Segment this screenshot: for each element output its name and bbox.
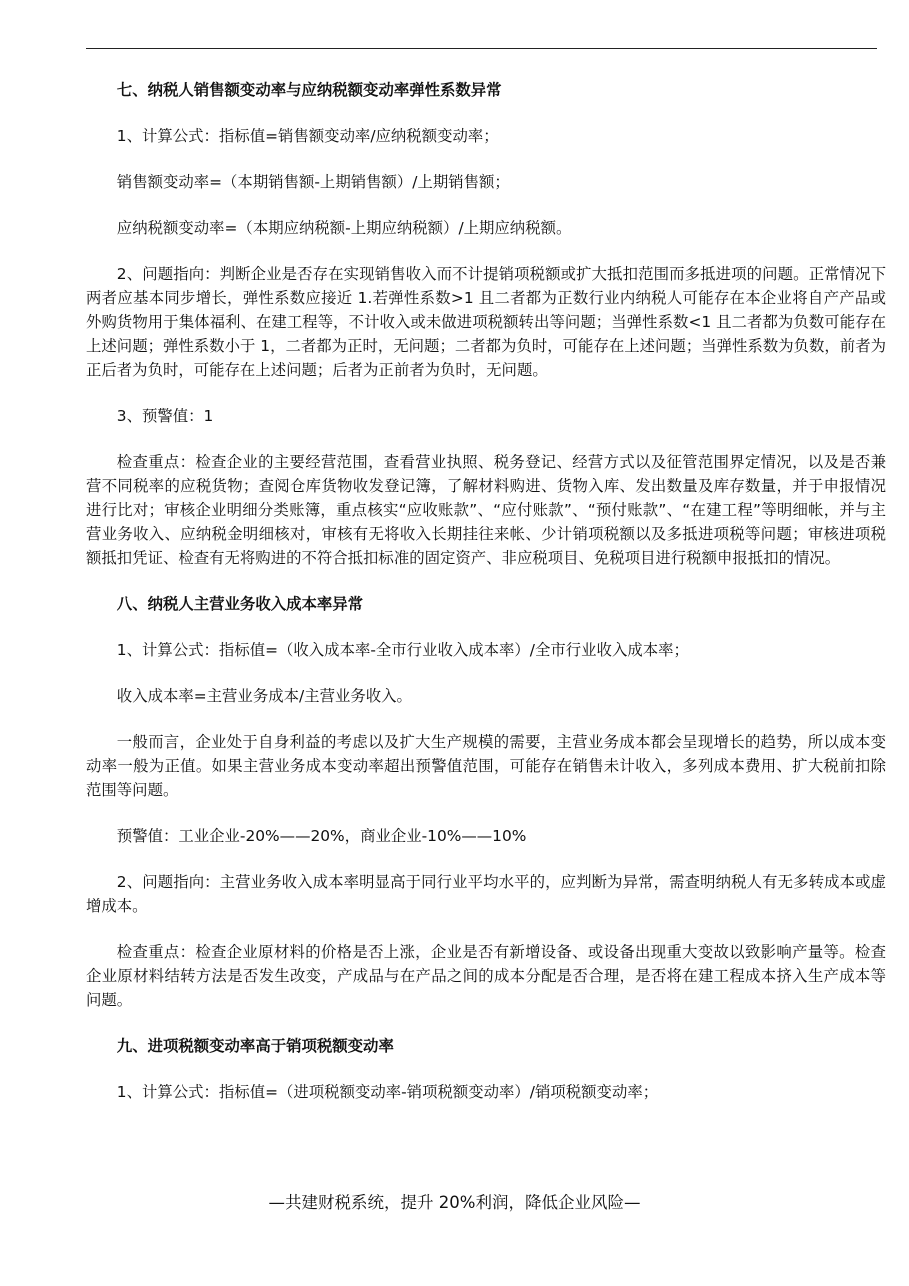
formula-paragraph: 应纳税额变动率=（本期应纳税额-上期应纳税额）/上期应纳税额。	[116, 219, 572, 237]
formula-paragraph: 1、计算公式：指标值=销售额变动率/应纳税额变动率；	[116, 127, 499, 145]
formula-paragraph: 1、计算公式：指标值=（收入成本率-全市行业收入成本率）/全市行业收入成本率；	[116, 641, 689, 659]
inspection-focus-paragraph: 检查重点：检查企业原材料的价格是否上涨，企业是否有新增设备、或设备出现重大变故以致影响产量等。检查企业原材料结转方法是否发生改变，产成品与在产品之间的成本分配是否合理，是否将在建工程成本挤入生产成本等问题。	[86, 943, 886, 1009]
formula-paragraph: 收入成本率=主营业务成本/主营业务收入。	[116, 687, 412, 705]
section-heading-8: 八、纳税人主营业务收入成本率异常	[116, 595, 364, 613]
body-paragraph: 2、问题指向：判断企业是否存在实现销售收入而不计提销项税额或扩大抵扣范围而多抵进项的问题。正常情况下两者应基本同步增长，弹性系数应接近 1.若弹性系数>1 且二者都为正数行业内纳税人可能存在本企业将自产产品或外购货物用于集体福利、在建工程等，不计收入或未做进项税额转出等问题；当弹性系数<1 且二者都为负数可能存在上述问题；弹性系数小于 1，二者都为正时，无问题；二者都为负时，可能存在上述问题；当弹性系数为负数，前者为正后者为负时，可能存在上述问题；后者为正前者为负时，无问题。	[86, 265, 886, 379]
inspection-focus-paragraph: 检查重点：检查企业的主要经营范围，查看营业执照、税务登记、经营方式以及征管范围界定情况，以及是否兼营不同税率的应税货物；查阅仓库货物收发登记簿，了解材料购进、货物入库、发出数量及库存数量，并于申报情况进行比对；审核企业明细分类账簿，重点核实“应收账款”、“应付账款”、“预付账款”、“在建工程”等明细帐，并与主营业务收入、应纳税金明细核对，审核有无将收入长期挂往来帐、少计销项税额以及多抵进项税等问题；审核进项税额抵扣凭证、检查有无将购进的不符合抵扣标准的固定资产、非应税项目、免税项目进行税额申报抵扣的情况。	[86, 453, 886, 567]
formula-paragraph: 销售额变动率=（本期销售额-上期销售额）/上期销售额；	[116, 173, 510, 191]
header-rule	[86, 48, 877, 49]
section-heading-7: 七、纳税人销售额变动率与应纳税额变动率弹性系数异常	[116, 81, 502, 99]
document-body	[86, 78, 886, 1126]
warning-value-paragraph: 预警值：工业企业-20%——20%，商业企业-10%——10%	[116, 827, 527, 845]
warning-value-paragraph: 3、预警值：1	[116, 407, 214, 425]
body-paragraph: 2、问题指向：主营业务收入成本率明显高于同行业平均水平的，应判断为异常，需查明纳税人有无多转成本或虚增成本。	[86, 873, 886, 915]
formula-paragraph: 1、计算公式：指标值=（进项税额变动率-销项税额变动率）/销项税额变动率；	[116, 1083, 659, 1101]
page-footer: —共建财税系统，提升 20%利润，降低企业风险—	[268, 1193, 641, 1212]
section-heading-9: 九、进项税额变动率高于销项税额变动率	[116, 1037, 394, 1055]
body-paragraph: 一般而言，企业处于自身利益的考虑以及扩大生产规模的需要，主营业务成本都会呈现增长的趋势，所以成本变动率一般为正值。如果主营业务成本变动率超出预警值范围，可能存在销售未计收入，多列成本费用、扩大税前扣除范围等问题。	[86, 733, 886, 799]
